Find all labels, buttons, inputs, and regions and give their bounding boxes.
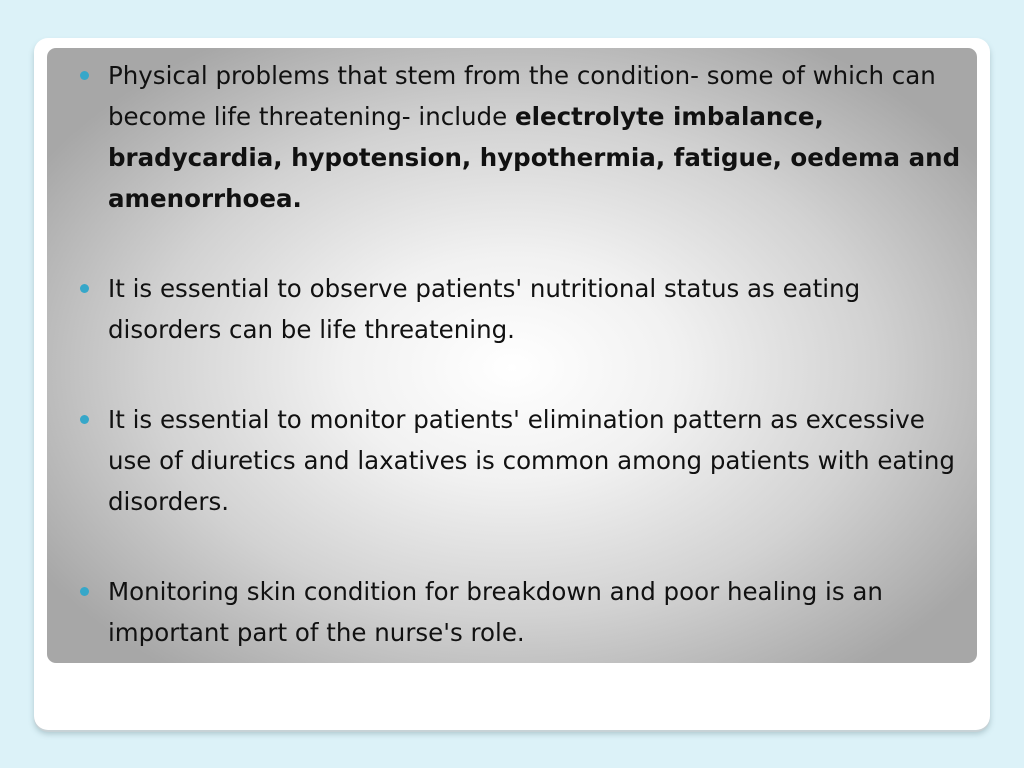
bullet-item-elimination-pattern (60, 399, 965, 522)
bullet-item-nutritional-status (60, 268, 965, 350)
bullet-dot-icon (80, 415, 89, 424)
bullet-text: It is essential to observe patients' nutritional status as eating disorders can be life threatening. (108, 274, 861, 344)
bullet-dot-icon (80, 71, 89, 80)
bullet-dot-icon (80, 284, 89, 293)
bullet-text: Physical problems that stem from the condition- some of which can become life threatening- include (108, 61, 936, 131)
bullet-item-physical-problems (60, 55, 965, 219)
bullet-text: Monitoring skin condition for breakdown and poor healing is an important part of the nurse's role. (108, 577, 883, 647)
bullet-bold-text: electrolyte imbalance, bradycardia, hypotension, hypothermia, fatigue, oedema and amenorrhoea. (108, 102, 961, 213)
bullet-item-skin-condition (60, 571, 965, 653)
bullet-text: It is essential to monitor patients' elimination pattern as excessive use of diuretics and laxatives is common among patients with eating disorders. (108, 405, 955, 516)
bullet-dot-icon (80, 587, 89, 596)
bullet-list (60, 55, 965, 702)
